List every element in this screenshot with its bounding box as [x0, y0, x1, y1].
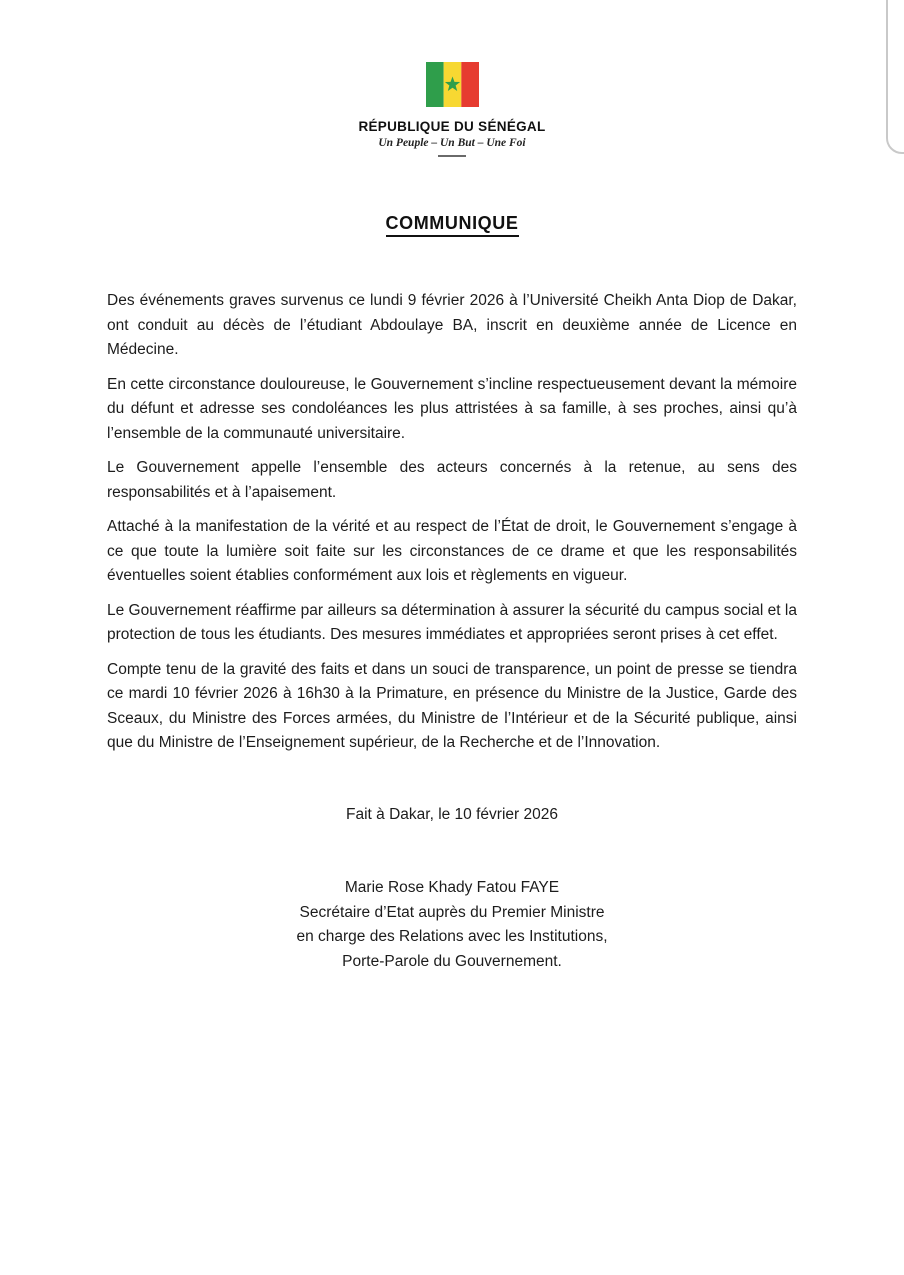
country-name: RÉPUBLIQUE DU SÉNÉGAL [358, 119, 546, 134]
body-paragraph: Des événements graves survenus ce lundi 9 février 2026 à l’Université Cheikh Anta Diop de Dakar, ont conduit au décès de l’étudiant Abdoulaye BA, inscrit en deuxième année de Licence en Médecine. [107, 292, 797, 358]
body-paragraph: Le Gouvernement appelle l’ensemble des acteurs concernés à la retenue, au sens des responsabilités et à l’apaisement. [107, 459, 797, 501]
motto-divider [438, 155, 466, 157]
body-paragraph: Attaché à la manifestation de la vérité et au respect de l’État de droit, le Gouvernement s’engage à ce que toute la lumière soit faite sur les circonstances de ce drame et que les responsabilités éventuelles soient établies conformément aux lois et règlements en vigueur. [107, 518, 797, 584]
national-motto: Un Peuple – Un But – Une Foi [378, 137, 526, 149]
government-letterhead [0, 0, 904, 157]
communique-body [107, 289, 797, 974]
dateline: Fait à Dakar, le 10 février 2026 [346, 805, 558, 823]
page-title: COMMUNIQUE [386, 213, 519, 237]
scrollbar-thumb[interactable] [886, 0, 904, 154]
signatory-name: Marie Rose Khady Fatou FAYE [344, 879, 560, 896]
signature-block [107, 876, 797, 974]
body-paragraph: Compte tenu de la gravité des faits et dans un souci de transparence, un point de presse se tiendra ce mardi 10 février 2026 à 16h30 à la Primature, en présence du Ministre de la Justice, Garde des Sceaux, du Ministre des Forces armées, du Ministre de l’Intérieur et de la Sécurité publique, ainsi que du Ministre de l’Enseignement supérieur, de la Recherche et de l’Innovation. [107, 660, 797, 751]
senegal-flag-icon [426, 62, 479, 107]
signatory-role: Porte-Parole du Gouvernement. [342, 952, 562, 970]
signatory-title: Secrétaire d’Etat auprès du Premier Ministre [299, 903, 605, 921]
body-paragraph: Le Gouvernement réaffirme par ailleurs sa détermination à assurer la sécurité du campus social et la protection de tous les étudiants. Des mesures immédiates et appropriées seront prises à cet effet. [107, 601, 797, 643]
body-paragraph: En cette circonstance douloureuse, le Gouvernement s’incline respectueusement devant la mémoire du défunt et adresse ses condoléances les plus attristées à sa famille, à ses proches, ainsi qu’à l’ensemble de la communauté universitaire. [107, 375, 797, 442]
signatory-title: en charge des Relations avec les Institutions, [296, 928, 608, 945]
